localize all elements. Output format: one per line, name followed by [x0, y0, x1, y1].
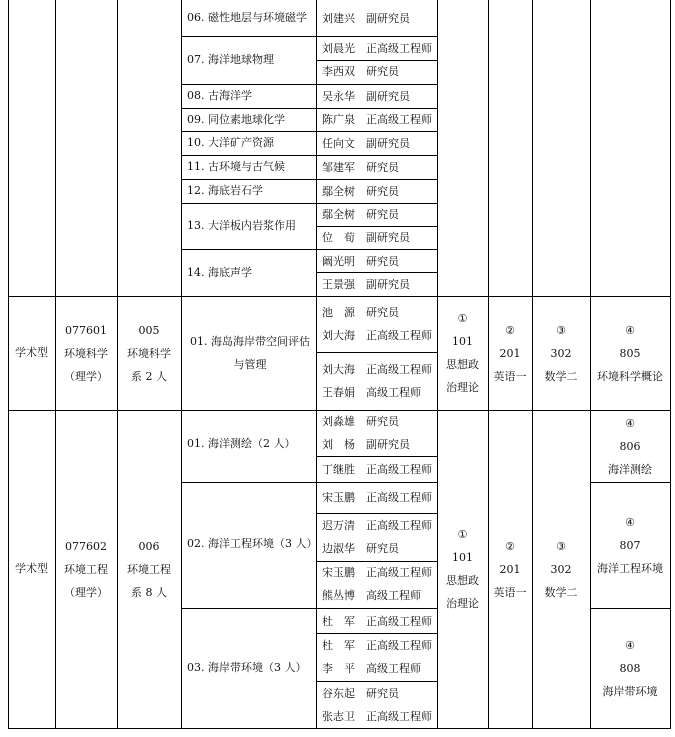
- supervisor-name: 杜 军: [322, 614, 355, 628]
- major-code: [55, 535, 117, 604]
- exam-math-line: ③: [556, 323, 566, 337]
- supervisor-name: 刘晨光: [322, 42, 355, 55]
- supervisor-title: 研究员: [366, 65, 399, 78]
- direction-label: 09. 同位素地球化学: [187, 112, 285, 126]
- table-rule: [181, 36, 438, 37]
- direction-label: 10. 大洋矿产资源: [187, 136, 274, 149]
- supervisor-title: 副研究员: [366, 277, 410, 291]
- direction-label: 07. 海洋地球物理: [187, 53, 274, 66]
- supervisor-title: 研究员: [366, 160, 399, 174]
- exam-math-line: ③: [556, 539, 566, 553]
- supervisor-name: 池 源: [322, 306, 355, 319]
- table-rule: [181, 249, 438, 250]
- table-rule: [181, 179, 438, 180]
- supervisor-name: 王春娟: [322, 386, 355, 399]
- exam-math-line: 数学二: [544, 585, 578, 599]
- supervisor-title: 副研究员: [366, 231, 410, 244]
- exam-english-line: ②: [505, 539, 515, 553]
- table-rule: [316, 0, 317, 728]
- exam-subject-line: 海岸带环境: [602, 684, 658, 698]
- exam-subject-line: 环境科学概论: [597, 369, 663, 383]
- exam-subject-line: 海洋工程环境: [597, 561, 663, 575]
- research-direction-line: 与管理: [233, 358, 267, 371]
- direction-label: 01. 海洋测绘（2 人）: [187, 437, 296, 450]
- exam-subject-line: 808: [619, 661, 641, 675]
- research-direction: [186, 330, 314, 376]
- program-type: 学术型: [15, 562, 48, 575]
- exam-politics-line: 101: [452, 551, 473, 564]
- exam-subject: [590, 634, 670, 703]
- supervisor-name: 刘大海: [322, 329, 355, 342]
- department-line: 环境科学: [127, 346, 171, 360]
- exam-math: [532, 319, 590, 388]
- exam-politics-line: ①: [457, 312, 468, 325]
- table-rule: [8, 410, 671, 411]
- exam-politics-line: 治理论: [446, 381, 479, 394]
- exam-politics-line: 101: [452, 335, 473, 348]
- direction-label: 02. 海洋工程环境（3 人）: [187, 537, 318, 550]
- exam-english: [488, 319, 532, 388]
- supervisor-name: 杜 军: [322, 639, 355, 652]
- supervisor-title: 正高级工程师: [366, 614, 432, 628]
- supervisor-name: 张志卫: [322, 710, 355, 723]
- direction-label: 12. 海底岩石学: [187, 184, 263, 197]
- supervisor-title: 副研究员: [366, 136, 410, 150]
- supervisor-name: 刘大海: [322, 363, 355, 376]
- exam-math-line: 数学二: [544, 369, 578, 383]
- supervisor-name: 任向文: [322, 136, 355, 150]
- supervisor-name: 王景强: [322, 277, 355, 291]
- supervisor-title: 副研究员: [366, 11, 410, 25]
- table-rule: [8, 296, 671, 297]
- supervisor-title: 研究员: [366, 415, 399, 428]
- table-rule: [8, 728, 671, 729]
- direction-label: 13. 大洋板内岩浆作用: [187, 219, 296, 232]
- supervisor-title: 高级工程师: [366, 662, 421, 675]
- supervisor-title: 研究员: [366, 184, 399, 198]
- direction-label: 11. 古环境与古气候: [187, 160, 285, 173]
- department-line: 系 8 人: [131, 585, 167, 599]
- direction-label: 06. 磁性地层与环境磁学: [187, 11, 307, 24]
- supervisor-name: 陈广泉: [322, 113, 355, 126]
- supervisor-title: 正高级工程师: [366, 42, 432, 55]
- exam-english-line: 201: [499, 562, 521, 576]
- table-rule: [316, 633, 438, 634]
- supervisor-title: 正高级工程师: [366, 462, 432, 476]
- supervisor-name: 丁继胜: [322, 462, 355, 476]
- major-code-line: 环境工程: [64, 562, 108, 576]
- supervisor-title: 副研究员: [366, 89, 410, 103]
- supervisor-name: 宋玉鹏: [322, 566, 355, 579]
- exam-subject: [590, 319, 670, 388]
- department-line: 系 2 人: [131, 369, 167, 383]
- table-rule: [590, 482, 671, 483]
- table-rule: [181, 203, 438, 204]
- exam-subject-line: 海洋测绘: [608, 462, 652, 476]
- table-rule: [316, 352, 438, 353]
- supervisor-title: 研究员: [366, 208, 399, 221]
- supervisor-name: 李 平: [322, 662, 355, 675]
- exam-politics: [437, 523, 488, 615]
- supervisor-name: 吴永华: [322, 89, 355, 103]
- major-code-line: 环境科学: [64, 346, 108, 360]
- table-rule: [181, 482, 438, 483]
- table-rule: [316, 561, 438, 562]
- exam-politics-line: 思想政: [446, 574, 479, 587]
- table-rule: [316, 226, 438, 227]
- exam-subject: [590, 412, 670, 481]
- supervisor-name: 宋玉鹏: [322, 490, 355, 504]
- direction-label: 14. 海底声学: [187, 265, 252, 279]
- table-rule: [181, 131, 438, 132]
- exam-subject-line: 806: [619, 439, 641, 453]
- supervisor-title: 研究员: [366, 254, 399, 268]
- supervisor-title: 正高级工程师: [366, 639, 432, 652]
- table-rule: [670, 0, 671, 728]
- research-direction-line: 01. 海岛海岸带空间评估: [190, 335, 310, 348]
- supervisor-name: 刘 杨: [322, 438, 355, 451]
- table-rule: [316, 272, 438, 273]
- supervisor-name: 李西双: [322, 65, 355, 78]
- exam-politics-line: 思想政: [446, 358, 479, 371]
- table-rule: [316, 60, 438, 61]
- program-type: 学术型: [15, 346, 48, 359]
- supervisor-name: 鄢全树: [322, 208, 355, 221]
- supervisor-title: 研究员: [366, 542, 399, 555]
- supervisor-name: 阚光明: [322, 254, 355, 268]
- major-code-line: 077601: [65, 323, 107, 337]
- department: [117, 319, 181, 388]
- table-rule: [181, 0, 182, 728]
- exam-subject-line: ④: [625, 323, 635, 337]
- supervisor-name: 熊丛博: [322, 589, 355, 602]
- exam-subject-line: ④: [625, 638, 635, 652]
- supervisor-title: 正高级工程师: [366, 490, 432, 504]
- supervisor-title: 正高级工程师: [366, 566, 432, 579]
- major-code-line: （理学）: [64, 369, 108, 383]
- department-line: 006: [138, 539, 160, 553]
- supervisor-name: 鄢全树: [322, 184, 355, 198]
- exam-english-line: ②: [505, 323, 515, 337]
- supervisor-name: 边淑华: [322, 542, 355, 555]
- supervisor-name: 位 荀: [322, 231, 355, 244]
- supervisor-name: 谷东起: [322, 687, 355, 700]
- exam-politics-line: ①: [457, 528, 468, 541]
- supervisor-title: 正高级工程师: [366, 710, 432, 723]
- table-rule: [181, 155, 438, 156]
- supervisor-title: 高级工程师: [366, 386, 421, 399]
- table-rule: [181, 108, 438, 109]
- table-rule: [316, 456, 438, 457]
- major-code-line: 077602: [65, 539, 107, 553]
- supervisor-name: 刘建兴: [322, 11, 355, 25]
- supervisor-title: 高级工程师: [366, 589, 421, 602]
- department-line: 环境工程: [127, 562, 171, 576]
- supervisor-name: 刘淼雄: [322, 415, 355, 428]
- exam-english-line: 201: [499, 346, 521, 360]
- direction-label: 03. 海岸带环境（3 人）: [187, 661, 307, 674]
- supervisor-title: 正高级工程师: [366, 329, 432, 342]
- supervisor-title: 副研究员: [366, 438, 410, 451]
- table-rule: [316, 513, 438, 514]
- exam-english: [488, 535, 532, 604]
- supervisor-title: 正高级工程师: [366, 363, 432, 376]
- department: [117, 535, 181, 604]
- major-code-line: （理学）: [64, 585, 108, 599]
- major-code: [55, 319, 117, 388]
- exam-subject-line: ④: [625, 515, 635, 529]
- table-rule: [316, 681, 438, 682]
- exam-subject-line: 807: [619, 538, 641, 552]
- exam-subject-line: 805: [619, 346, 641, 360]
- exam-subject-line: ④: [625, 416, 635, 430]
- supervisor-name: 迟万清: [322, 519, 355, 532]
- exam-math: [532, 535, 590, 604]
- supervisor-title: 正高级工程师: [366, 113, 432, 126]
- exam-english-line: 英语一: [493, 585, 527, 599]
- exam-math-line: 302: [550, 562, 572, 576]
- supervisor-name: 邹建军: [322, 160, 355, 174]
- exam-english-line: 英语一: [493, 369, 527, 383]
- table-rule: [8, 0, 9, 728]
- direction-label: 08. 古海洋学: [187, 89, 252, 102]
- supervisor-title: 研究员: [366, 306, 399, 319]
- exam-subject: [590, 511, 670, 580]
- exam-politics: [437, 307, 488, 399]
- table-rule: [181, 608, 438, 609]
- table-rule: [590, 608, 671, 609]
- exam-politics-line: 治理论: [446, 597, 479, 610]
- supervisor-title: 正高级工程师: [366, 519, 432, 532]
- table-rule: [181, 84, 438, 85]
- department-line: 005: [138, 323, 160, 337]
- supervisor-title: 研究员: [366, 687, 399, 700]
- exam-math-line: 302: [550, 346, 572, 360]
